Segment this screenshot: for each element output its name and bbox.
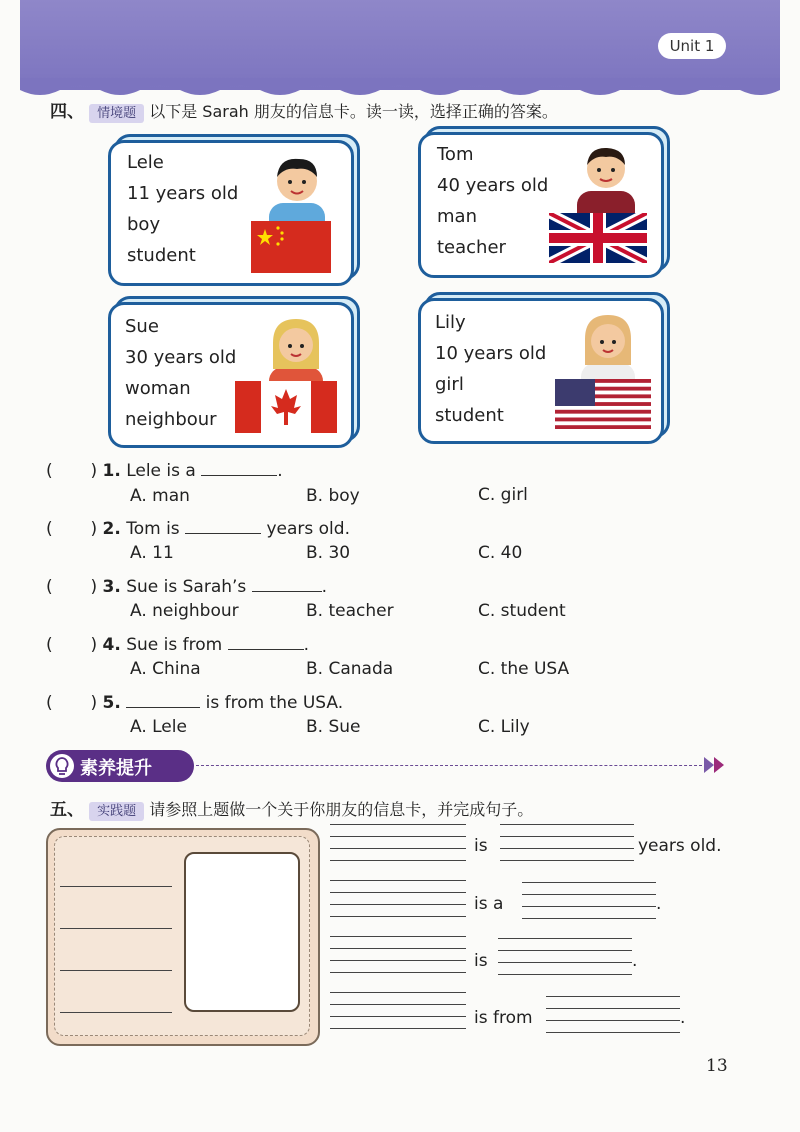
question-number: 3. xyxy=(102,577,121,597)
question-number: 2. xyxy=(102,519,121,539)
sentence-blank[interactable] xyxy=(500,822,634,862)
card-job: teacher xyxy=(437,237,506,258)
card-name: Sue xyxy=(125,316,159,337)
option-b[interactable]: B. teacher xyxy=(306,601,394,621)
option-a[interactable]: A. 11 xyxy=(130,543,174,563)
card-age: 40 years old xyxy=(437,175,549,196)
option-c[interactable]: C. 40 xyxy=(478,543,523,563)
card-age: 11 years old xyxy=(127,183,239,204)
name-lines xyxy=(330,824,466,1040)
option-c[interactable]: C. the USA xyxy=(478,659,570,679)
banner-title: 素养提升 xyxy=(80,758,152,779)
card-job: neighbour xyxy=(125,409,217,430)
sentence-verb: is from xyxy=(474,1008,533,1028)
card-gender: boy xyxy=(127,214,161,235)
card-gender: woman xyxy=(125,378,191,399)
info-card-lele xyxy=(108,140,354,286)
lightbulb-icon xyxy=(49,753,75,779)
write-line[interactable] xyxy=(60,970,172,971)
card-name: Lele xyxy=(127,152,164,173)
question-text: years old. xyxy=(266,519,350,539)
sentence-tail: . xyxy=(656,894,662,914)
question-3: ( ) 3. Sue is Sarah’s . A. neighbour B. teacher C. student xyxy=(46,573,746,597)
question-text: . xyxy=(303,635,309,655)
sentence-verb: is a xyxy=(474,894,504,914)
option-c[interactable]: C. Lily xyxy=(478,717,530,737)
china-flag xyxy=(251,221,331,273)
banner xyxy=(46,750,194,782)
info-card-lily xyxy=(418,298,664,444)
option-b[interactable]: B. Canada xyxy=(306,659,394,679)
option-b[interactable]: B. boy xyxy=(306,486,360,506)
question-5: ( ) 5. is from the USA. A. Lele B. Sue C. Lily xyxy=(46,689,746,713)
sentence-tail: years old. xyxy=(638,836,722,856)
card-gender: man xyxy=(437,206,477,227)
card-name: Tom xyxy=(437,144,474,165)
unit-label: Unit 1 xyxy=(658,33,726,59)
question-text: . xyxy=(277,461,283,481)
answer-blank[interactable] xyxy=(185,515,261,534)
sentence-tail: . xyxy=(632,951,638,971)
info-card-sue xyxy=(108,302,354,448)
question-number: 5. xyxy=(102,693,121,713)
section4-number: 四、 xyxy=(50,102,84,122)
section4-tag: 情境题 xyxy=(89,104,144,123)
card-gender: girl xyxy=(435,374,464,395)
option-b[interactable]: B. 30 xyxy=(306,543,351,563)
info-card-tom xyxy=(418,132,664,278)
answer-blank[interactable] xyxy=(252,573,322,592)
usa-flag xyxy=(555,379,651,429)
option-a[interactable]: A. man xyxy=(130,486,190,506)
uk-flag xyxy=(549,213,647,263)
question-text: Tom is xyxy=(126,519,180,539)
section5-instruction: 请参照上题做一个关于你朋友的信息卡，并完成句子。 xyxy=(149,800,534,819)
photo-frame[interactable] xyxy=(184,852,300,1012)
sentence-verb: is xyxy=(474,836,488,856)
section4-heading xyxy=(50,97,558,122)
question-text: Sue is Sarah’s xyxy=(126,577,247,597)
section4-instruction: 以下是 Sarah 朋友的信息卡。读一读，选择正确的答案。 xyxy=(149,102,558,121)
question-4: ( ) 4. Sue is from . A. China B. Canada C. the USA xyxy=(46,631,746,655)
banner-dashed-line xyxy=(196,765,702,766)
question-text: is from the USA. xyxy=(205,693,344,713)
answer-blank[interactable] xyxy=(201,457,277,476)
page-number: 13 xyxy=(706,1056,728,1076)
question-text: Lele is a xyxy=(126,461,196,481)
double-arrow-icon xyxy=(704,757,726,773)
section5-tag: 实践题 xyxy=(89,802,144,821)
option-a[interactable]: A. neighbour xyxy=(130,601,239,621)
section5-number: 五、 xyxy=(50,800,84,820)
answer-blank[interactable] xyxy=(228,631,304,650)
card-job: student xyxy=(435,405,504,426)
card-age: 10 years old xyxy=(435,343,547,364)
option-b[interactable]: B. Sue xyxy=(306,717,361,737)
question-1: ( ) 1. Lele is a . A. man B. boy C. girl xyxy=(46,457,746,481)
card-job: student xyxy=(127,245,196,266)
question-2: ( ) 2. Tom is years old. A. 11 B. 30 C. 40 xyxy=(46,515,746,539)
section5-heading xyxy=(50,795,533,820)
question-number: 4. xyxy=(102,635,121,655)
question-number: 1. xyxy=(102,461,121,481)
option-c[interactable]: C. student xyxy=(478,601,566,621)
sentence-blank[interactable] xyxy=(498,936,632,976)
option-a[interactable]: A. China xyxy=(130,659,201,679)
sentence-blank[interactable] xyxy=(522,880,656,920)
option-a[interactable]: A. Lele xyxy=(130,717,187,737)
write-line[interactable] xyxy=(60,1012,172,1013)
answer-blank[interactable] xyxy=(126,689,200,708)
write-line[interactable] xyxy=(60,886,172,887)
option-c[interactable]: C. girl xyxy=(478,485,528,505)
question-text: . xyxy=(321,577,328,597)
question-text: Sue is from xyxy=(126,635,223,655)
card-age: 30 years old xyxy=(125,347,237,368)
canada-flag xyxy=(235,381,337,433)
blank-info-card xyxy=(46,828,320,1046)
sentence-verb: is xyxy=(474,951,488,971)
card-name: Lily xyxy=(435,312,466,333)
sentence-blank[interactable] xyxy=(546,994,680,1034)
sentence-tail: . xyxy=(680,1008,686,1028)
write-line[interactable] xyxy=(60,928,172,929)
